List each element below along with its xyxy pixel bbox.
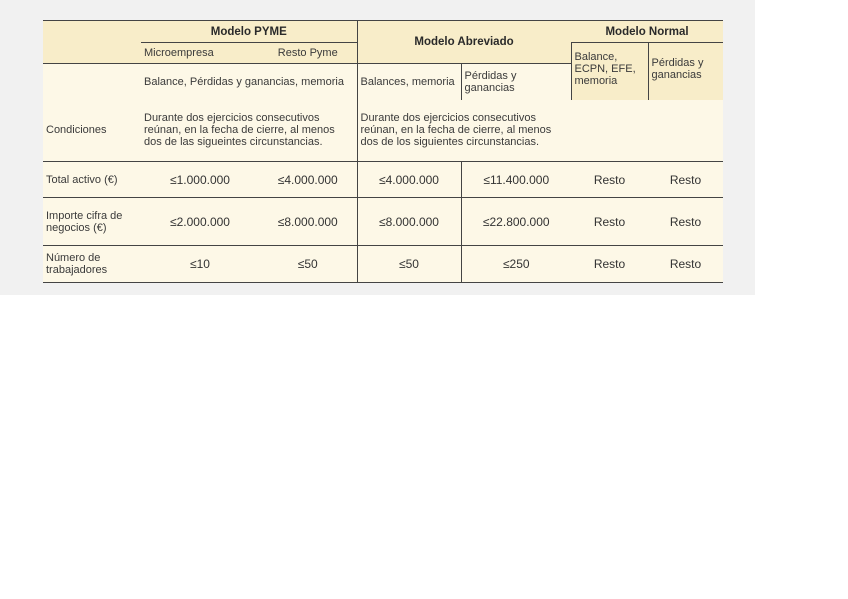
- condiciones-label: Condiciones: [46, 124, 107, 137]
- table-cell: ≤10: [141, 246, 259, 283]
- table-cell: ≤8.000.000: [259, 198, 357, 246]
- header-microempresa: Microempresa: [141, 43, 259, 64]
- table-cell: ≤4.000.000: [357, 162, 461, 198]
- condiciones-abreviado-text: Durante dos ejercicios consecutivos reúnan, en la fecha de cierre, al menos dos de los siguientes circunstancias.: [357, 100, 571, 162]
- header-empty-cell: [43, 21, 141, 43]
- header-modelo-abreviado: Modelo Abreviado: [357, 21, 571, 64]
- condiciones-abreviado-perdidas: Pérdidas y ganancias: [461, 64, 571, 100]
- condiciones-pyme-docs: Balance, Pérdidas y ganancias, memoria: [141, 64, 357, 100]
- table-cell: ≤22.800.000: [461, 198, 571, 246]
- table-cell: ≤2.000.000: [141, 198, 259, 246]
- table-cell: Resto: [571, 198, 648, 246]
- table-cell: Resto: [571, 246, 648, 283]
- header-modelo-normal: Modelo Normal: [571, 21, 723, 43]
- condiciones-normal-empty: [648, 100, 723, 162]
- header-empty-cell: [43, 43, 141, 64]
- row-label: Número de trabajadores: [43, 246, 141, 283]
- table-cell: Resto: [648, 246, 723, 283]
- table-cell: ≤50: [357, 246, 461, 283]
- table-row: [43, 246, 723, 283]
- table-cell: ≤8.000.000: [357, 198, 461, 246]
- row-label: Total activo (€): [43, 162, 141, 198]
- condiciones-pyme-text: Durante dos ejercicios consecutivos reúnan, en la fecha de cierre, al menos dos de las sigueintes circunstancias.: [144, 112, 335, 149]
- table-cell: Resto: [648, 162, 723, 198]
- table-cell: Resto: [571, 162, 648, 198]
- table-cell: ≤4.000.000: [259, 162, 357, 198]
- row-label: Importe cifra de negocios (€): [43, 198, 141, 246]
- table-cell: ≤11.400.000: [461, 162, 571, 198]
- table-cell: ≤50: [259, 246, 357, 283]
- accounting-models-table: [43, 20, 723, 283]
- table-cell: ≤250: [461, 246, 571, 283]
- table-row: [43, 198, 723, 246]
- table-row: [43, 162, 723, 198]
- header-normal-perdidas: Pérdidas y ganancias: [648, 43, 723, 100]
- condiciones-empty-cell: [43, 64, 141, 100]
- condiciones-normal-empty: [571, 100, 648, 162]
- header-normal-balance: Balance, ECPN, EFE, memoria: [571, 43, 648, 100]
- table-cell: Resto: [648, 198, 723, 246]
- table-cell: ≤1.000.000: [141, 162, 259, 198]
- condiciones-abreviado-balances: Balances, memoria: [357, 64, 461, 100]
- header-modelo-pyme: Modelo PYME: [141, 21, 357, 43]
- header-resto-pyme: Resto Pyme: [259, 43, 357, 64]
